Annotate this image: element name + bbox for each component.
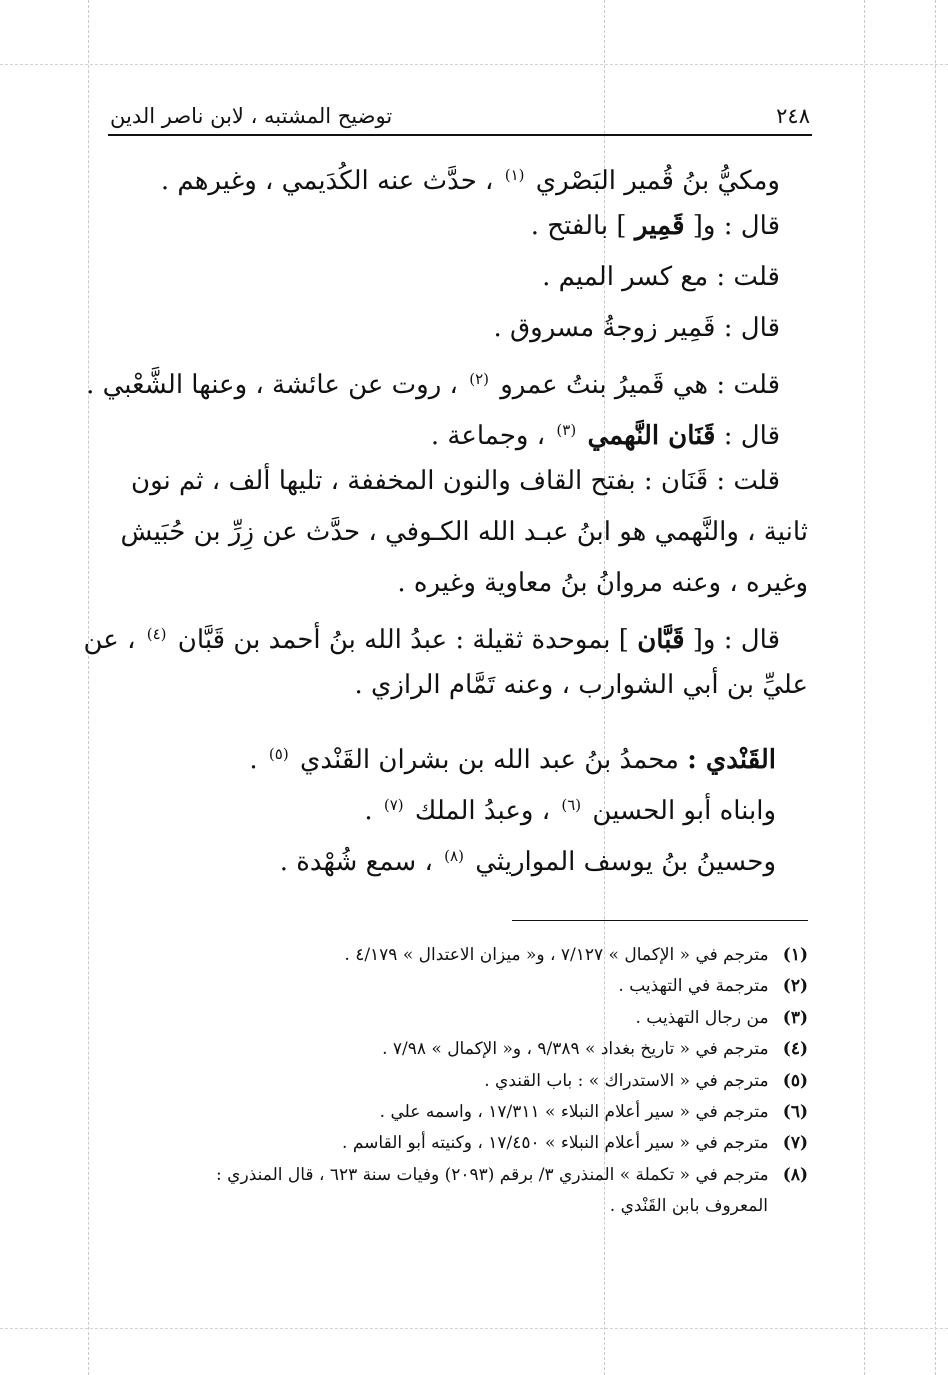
text-line: قال : و[ قَبَّان ] بموحدة ثقيلة : عبدُ الله بنُ أحمد بن قَبَّان $^{(٤)}$ ، عن	[83, 625, 780, 655]
footnote	[108, 1003, 808, 1034]
text-line: ثانية ، والنَّهمي هو ابنُ عبـد الله الكـوفي ، حدَّث عن زِرِّ بن حُبَيش	[120, 517, 808, 547]
running-title: توضيح المشتبه ، لابن ناصر الدين	[110, 104, 393, 128]
text-line: قال : قَمِير زوجةُ مسروق .	[493, 313, 780, 343]
footnote-text: مترجم في « الاستدراك » : باب القندي .	[484, 1070, 769, 1091]
footnote-ref: (٤)	[146, 625, 167, 643]
footnote-ref: (٧)	[383, 796, 404, 814]
text-line: قلت : هي قَميرُ بنتُ عمرو $^{(٢)}$ ، روت عن عائشة ، وعنها الشَّعْبي .	[86, 370, 780, 400]
footnote-number: (١)	[782, 945, 808, 965]
footnote	[108, 940, 808, 971]
header-rule	[108, 134, 812, 136]
footnote	[108, 1128, 808, 1159]
text-line: وحسينُ بنُ يوسف المواريثي $^{(٨)}$ ، سمع شُهْدة .	[279, 847, 776, 877]
footnote-number: (٦)	[782, 1102, 808, 1123]
entry-heading: القَنْدي :	[687, 745, 776, 775]
main-text	[83, 150, 808, 882]
running-header	[110, 88, 810, 128]
footnote-ref: (٥)	[268, 745, 289, 763]
footnote-ref: (٨)	[444, 847, 464, 865]
footnote-text: مترجم في « تكملة » المنذري ٣/ برقم (٢٠٩٣) وفيات سنة ٦٢٣ ، قال المنذري :	[216, 1164, 769, 1185]
footnotes	[108, 940, 808, 1223]
page-number: ٢٤٨	[776, 104, 810, 128]
text-line: قال : قَنَان النَّهمي $^{(٣)}$ ، وجماعة .	[430, 421, 780, 451]
footnote-number: (٨)	[782, 1164, 808, 1185]
scan-guide-line	[0, 1328, 948, 1329]
footnote	[108, 1097, 808, 1128]
footnote-rule	[512, 920, 808, 921]
footnote-text: مترجم في « تاريخ بغداد » ٩/٣٨٩ ، و« الإكمال » ٧/٩٨ .	[382, 1039, 769, 1060]
footnote-text: مترجمة في التهذيب .	[618, 976, 769, 997]
footnote-number: (٢)	[782, 976, 808, 997]
footnote	[108, 1034, 808, 1065]
text-line: قلت : قَنَان : بفتح القاف والنون المخففة ، تليها ألف ، ثم نون	[130, 466, 780, 496]
text-line: ومكيُّ بنُ قُمير البَصْري $^{(١)}$ ، حدَّث عنه الكُدَيمي ، وغيرهم .	[160, 166, 780, 196]
footnote	[108, 971, 808, 1002]
footnote-number: (٤)	[782, 1039, 808, 1060]
headword: قَنَان النَّهمي	[587, 421, 716, 451]
footnote-continuation: المعروف بابن القَنْدي .	[609, 1196, 768, 1217]
footnote-text: مترجم في « سير أعلام النبلاء » ١٧/٤٥٠ ، وكنيته أبو القاسم .	[342, 1133, 769, 1154]
footnote-text: مترجم في « الإكمال » ٧/١٢٧ ، و« ميزان الاعتدال » ٤/١٧٩ .	[344, 945, 769, 965]
scan-guide-line	[935, 0, 936, 1375]
text-line: القَنْدي : محمدُ بنُ عبد الله بن بشران القَنْدي $^{(٥)}$ .	[249, 745, 776, 775]
text-line: وابناه أبو الحسين $^{(٦)}$ ، وعبدُ الملك $^{(٧)}$ .	[364, 796, 776, 826]
footnote	[108, 1066, 808, 1097]
text-line: عليِّ بن أبي الشوارب ، وعنه تَمَّام الرازي .	[354, 670, 808, 700]
scan-guide-line	[0, 64, 948, 65]
footnote	[108, 1160, 808, 1191]
footnote-text: من رجال التهذيب .	[635, 1007, 769, 1028]
headword: قَمِير	[634, 211, 685, 241]
text-line: وغيره ، وعنه مروانُ بنُ معاوية وغيره .	[397, 568, 808, 598]
footnote-text: مترجم في « سير أعلام النبلاء » ١٧/٣١١ ، واسمه علي .	[379, 1102, 769, 1123]
headword: قَبَّان	[637, 625, 685, 655]
spacer	[108, 711, 808, 729]
footnote-ref: (٢)	[469, 370, 489, 388]
footnote-number: (٣)	[782, 1007, 808, 1028]
text-line: قلت : مع كسر الميم .	[542, 262, 780, 292]
scan-guide-line	[864, 0, 865, 1375]
footnote-number: (٧)	[782, 1133, 808, 1154]
scan-guide-line	[88, 0, 89, 1375]
footnote-ref: (١)	[504, 166, 525, 184]
text-line: قال : و[ قَمِير ] بالفتح .	[530, 211, 780, 241]
footnote-ref: (٣)	[556, 421, 577, 439]
footnote-ref: (٦)	[561, 796, 582, 814]
footnote-number: (٥)	[782, 1070, 808, 1091]
